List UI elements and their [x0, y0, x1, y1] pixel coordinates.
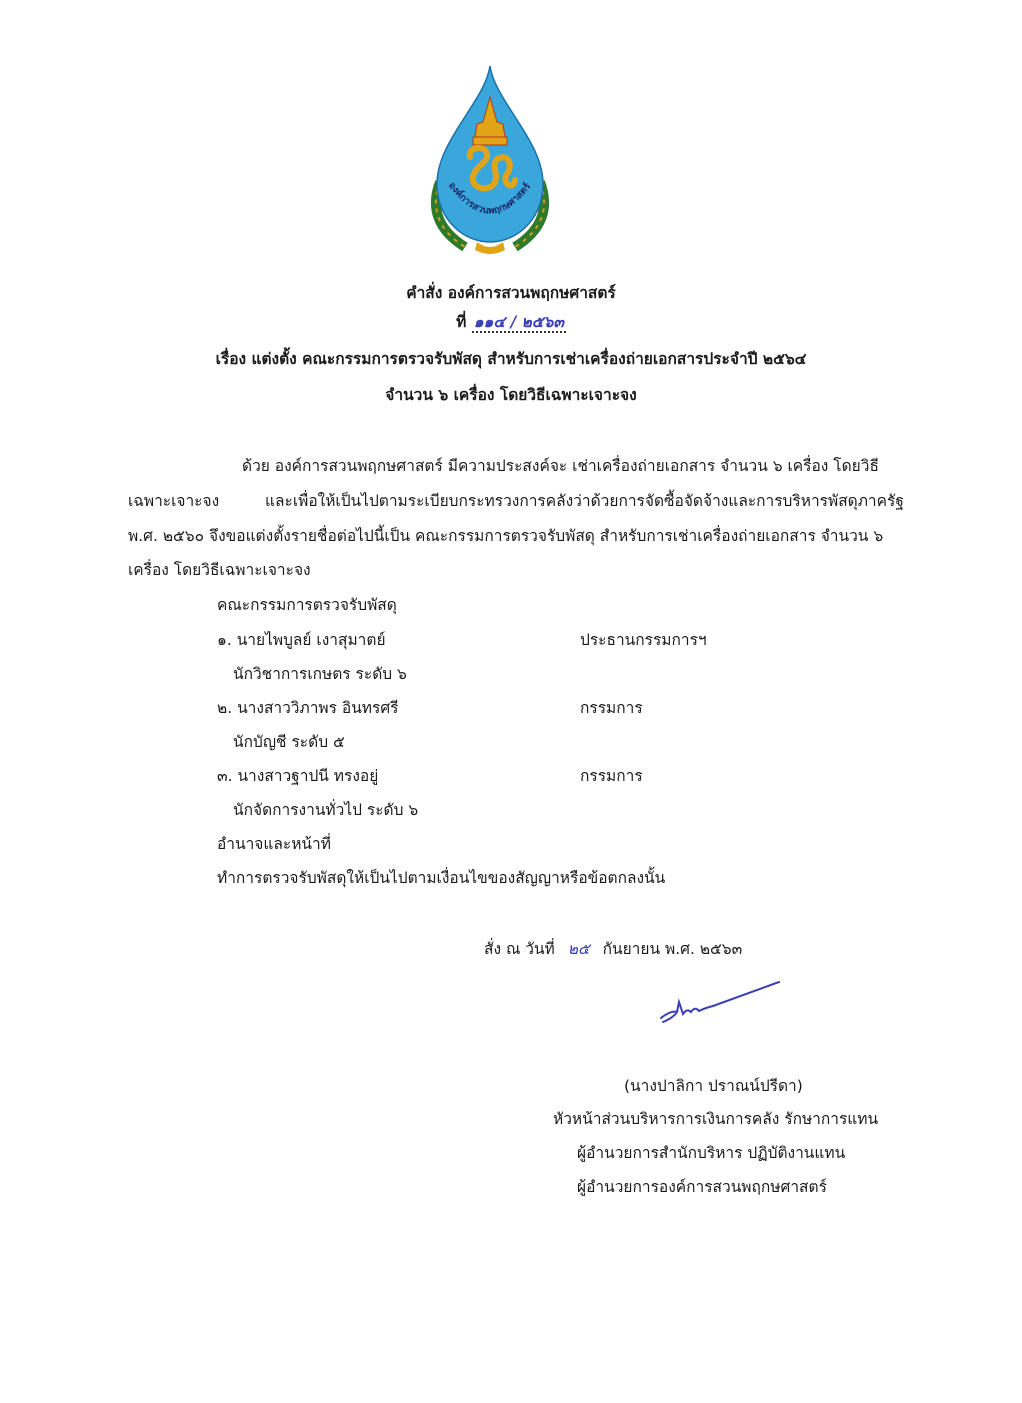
subject-line-1: เรื่อง แต่งตั้ง คณะกรรมการตรวจรับพัสดุ สำหรับการเช่าเครื่องถ่ายเอกสารประจำปี ๒๕๖๔: [215, 350, 807, 368]
signatory-title-3: ผู้อำนวยการองค์การสวนพฤกษศาสตร์: [577, 1178, 827, 1196]
paragraph-line-1: ด้วย องค์การสวนพฤกษศาสตร์ มีความประสงค์จะ เช่าเครื่องถ่ายเอกสาร จำนวน ๖ เครื่อง โดยวิธี: [242, 457, 879, 475]
paragraph-line-3: พ.ศ. ๒๕๖๐ จึงขอแต่งตั้งรายชื่อต่อไปนี้เป็น คณะกรรมการตรวจรับพัสดุ สำหรับการเช่าเครื่องถ่ายเอกสาร จำนวน ๖: [128, 527, 884, 545]
member-1-name: ๑. นายไพบูลย์ เงาสุมาตย์: [217, 631, 386, 649]
duties-text: ทำการตรวจรับพัสดุให้เป็นไปตามเงื่อนไขของสัญญาหรือข้อตกลงนั้น: [217, 869, 666, 887]
member-2-position: นักบัญชี ระดับ ๕: [233, 733, 345, 751]
member-3-position: นักจัดการงานทั่วไป ระดับ ๖: [233, 801, 419, 819]
member-1-role: ประธานกรรมการฯ: [580, 631, 707, 649]
member-2-role: กรรมการ: [580, 699, 643, 717]
order-number-label: ที่: [456, 313, 467, 331]
member-2-name: ๒. นางสาววิภาพร อินทรศรี: [217, 699, 399, 717]
signatory-name: (นางปาลิกา ปราณน์ปรีดา): [624, 1077, 803, 1095]
organization-logo: [415, 62, 565, 257]
date-month-year: กันยายน พ.ศ. ๒๕๖๓: [602, 940, 743, 958]
signatory-title-1: หัวหน้าส่วนบริหารการเงินการคลัง รักษาการแทน: [553, 1110, 879, 1128]
committee-heading: คณะกรรมการตรวจรับพัสดุ: [217, 596, 397, 614]
signatory-title-2: ผู้อำนวยการสำนักบริหาร ปฏิบัติงานแทน: [577, 1144, 846, 1162]
member-3-name: ๓. นางสาวฐาปนี ทรงอยู่: [217, 767, 379, 785]
subject-line-2: จำนวน ๖ เครื่อง โดยวิธีเฉพาะเจาะจง: [385, 386, 637, 404]
paragraph-line-2a: เฉพาะเจาะจง: [128, 492, 220, 510]
order-number-value: ๑๑๔ / ๒๕๖๓: [473, 312, 564, 331]
order-title: คำสั่ง องค์การสวนพฤกษศาสตร์: [406, 284, 616, 302]
order-number: [0, 309, 1022, 334]
date-day: ๒๕: [567, 940, 590, 958]
paragraph-line-4: เครื่อง โดยวิธีเฉพาะเจาะจง: [128, 561, 311, 579]
handwritten-signature: [655, 978, 785, 1028]
ribbon-icon: [475, 242, 505, 254]
logo-text: องค์การสวนพฤกษศาสตร์: [446, 180, 534, 217]
paragraph-line-2b: และเพื่อให้เป็นไปตามระเบียบกระทรวงการคลังว่าด้วยการจัดซื้อจัดจ้างและการบริหารพัสดุภาครัฐ: [265, 492, 904, 510]
member-3-role: กรรมการ: [580, 767, 643, 785]
date-prefix: สั่ง ณ วันที่: [484, 940, 555, 958]
duties-heading: อำนาจและหน้าที่: [217, 835, 331, 853]
order-date: [484, 936, 742, 961]
member-1-position: นักวิชาการเกษตร ระดับ ๖: [233, 665, 407, 683]
